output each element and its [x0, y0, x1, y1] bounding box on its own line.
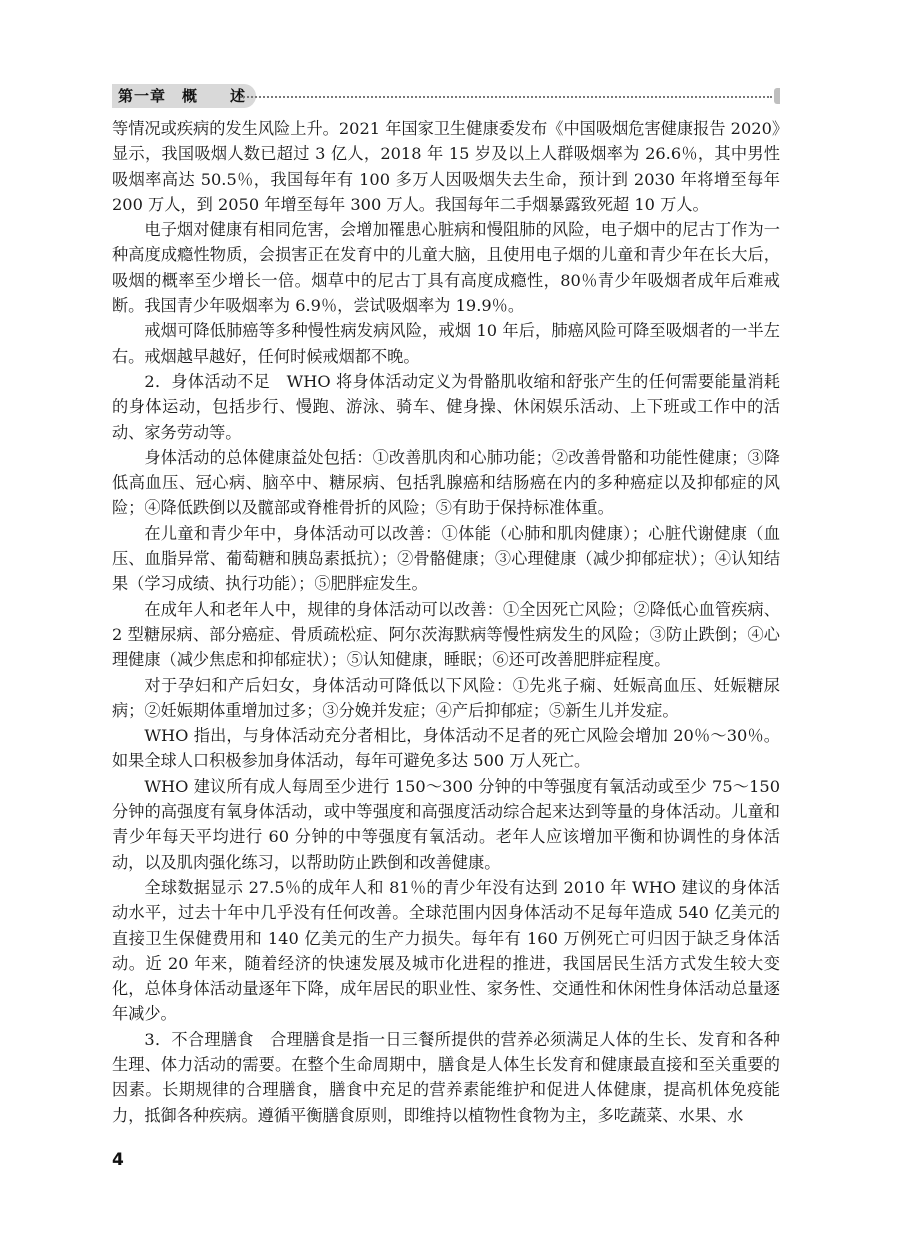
paragraph-physical-inactivity: 2．身体活动不足 WHO 将身体活动定义为骨骼肌收缩和舒张产生的任何需要能量消耗的身体运动，包括步行、慢跑、游泳、骑车、健身操、休闲娱乐活动、上下班或工作中的活动、家务劳动等。: [112, 371, 780, 442]
paragraph-children-youth: 在儿童和青少年中，身体活动可以改善：①体能（心肺和肌肉健康）；心脏代谢健康（血压、血脂异常、葡萄糖和胰岛素抵抗）；②骨骼健康；③心理健康（减少抑郁症状）；④认知结果（学习成绩、执行功能）；⑤肥胖症发生。: [112, 523, 780, 594]
paragraph-who-recommendation: WHO 建议所有成人每周至少进行 150～300 分钟的中等强度有氧活动或至少 75～150 分钟的高强度有氧身体活动，或中等强度和高强度活动综合起来达到等量的身体活动。儿童和青少年每天平均进行 60 分钟的中等强度有氧活动。老年人应该增加平衡和协调性的身体活动，以及肌肉强化练习，以帮助防止跌倒和改善健康。: [112, 776, 780, 872]
header-end-cap: [774, 88, 780, 104]
header-dotted-rule: [240, 96, 772, 98]
paragraph-adults-elderly: 在成年人和老年人中，规律的身体活动可以改善：①全因死亡风险；②降低心血管疾病、2 型糖尿病、部分癌症、骨质疏松症、阿尔茨海默病等慢性病发生的风险；③防止跌倒；④心理健康（减少焦虑和抑郁症状）；⑤认知健康，睡眠；⑥还可改善肥胖症程度。: [112, 599, 780, 670]
paragraph-who-mortality: WHO 指出，与身体活动充分者相比，身体活动不足者的死亡风险会增加 20％～30％。如果全球人口积极参加身体活动，每年可避免多达 500 万人死亡。: [112, 726, 780, 771]
paragraph-global-data: 全球数据显示 27.5％的成年人和 81％的青少年没有达到 2010 年 WHO 建议的身体活动水平，过去十年中几乎没有任何改善。全球范围内因身体活动不足每年造成 540 亿美元的直接卫生保健费用和 140 亿美元的生产力损失。每年有 160 万例死亡可归因于缺乏身体活动。近 20 年来，随着经济的快速发展及城市化进程的推进，我国居民生活方式发生较大变化，总体身体活动量逐年下降，成年居民的职业性、家务性、交通性和休闲性身体活动总量逐年减少。: [112, 877, 780, 1024]
paragraph-e-cigarette: 电子烟对健康有相同危害，会增加罹患心脏病和慢阻肺的风险，电子烟中的尼古丁作为一种高度成瘾性物质，会损害正在发育中的儿童大脑，且使用电子烟的儿童和青少年在长大后，吸烟的概率至少增长一倍。烟草中的尼古丁具有高度成瘾性，80％青少年吸烟者成年后难戒断。我国青少年吸烟率为 6.9％，尝试吸烟率为 19.9％。: [112, 220, 780, 316]
body-text: [112, 116, 780, 1128]
paragraph-smoking-stats: 等情况或疾病的发生风险上升。2021 年国家卫生健康委发布《中国吸烟危害健康报告 2020》显示，我国吸烟人数已超过 3 亿人，2018 年 15 岁及以上人群吸烟率为 26.6％，其中男性吸烟率高达 50.5％，我国每年有 100 多万人因吸烟失去生命，预计到 2030 年将增至每年 200 万人，到 2050 年增至每年 300 万人。我国每年二手烟暴露致死超 10 万人。: [112, 119, 780, 214]
paragraph-unhealthy-diet: 3．不合理膳食 合理膳食是指一日三餐所提供的营养必须满足人体的生长、发育和各种生理、体力活动的需要。在整个生命周期中，膳食是人体生长发育和健康最直接和至关重要的因素。长期规律的合理膳食，膳食中充足的营养素能维护和促进人体健康，提高机体免疫能力，抵御各种疾病。遵循平衡膳食原则，即维持以植物性食物为主，多吃蔬菜、水果、水: [112, 1029, 780, 1125]
paragraph-pregnant-women: 对于孕妇和产后妇女，身体活动可降低以下风险：①先兆子痫、妊娠高血压、妊娠糖尿病；②妊娠期体重增加过多；③分娩并发症；④产后抑郁症；⑤新生儿并发症。: [112, 675, 780, 720]
page-number: 4: [112, 1150, 124, 1170]
paragraph-activity-benefits: 身体活动的总体健康益处包括：①改善肌肉和心肺功能；②改善骨骼和功能性健康；③降低高血压、冠心病、脑卒中、糖尿病、包括乳腺癌和结肠癌在内的多种癌症以及抑郁症的风险；④降低跌倒以及髋部或脊椎骨折的风险；⑤有助于保持标准体重。: [112, 447, 780, 518]
running-header: [112, 84, 780, 110]
chapter-title: 第一章 概 述: [112, 84, 256, 108]
paragraph-quit-smoking: 戒烟可降低肺癌等多种慢性病发病风险，戒烟 10 年后，肺癌风险可降至吸烟者的一半左右。戒烟越早越好，任何时候戒烟都不晚。: [112, 321, 780, 366]
